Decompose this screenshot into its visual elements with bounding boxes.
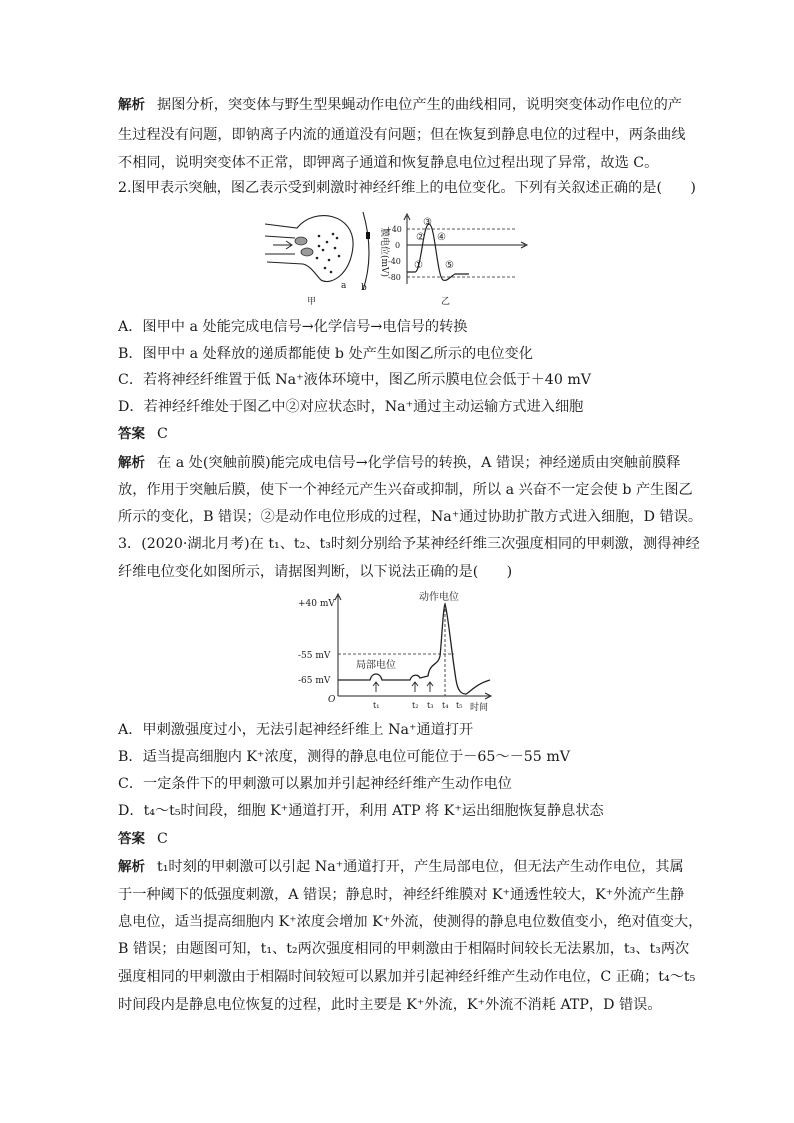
q3-option-d: D．t₄～t₅时间段，细胞 K⁺通道打开，利用 ATP 将 K⁺运出细胞恢复静息状态 xyxy=(118,803,604,819)
synapse-diagram xyxy=(265,212,370,307)
q2-option-a: A．图甲中 a 处能完成电信号→化学信号→电信号的转换 xyxy=(118,319,468,335)
marker-1: ① xyxy=(414,260,423,271)
marker-4: ④ xyxy=(437,232,446,243)
q1-analysis-line-1 xyxy=(118,95,682,115)
q2-option-b: B．图甲中 a 处释放的递质都能使 b 处产生如图乙所示的电位变化 xyxy=(118,346,533,362)
x-axis-label: 时间 xyxy=(470,703,489,713)
q2-analysis-line-2: 放，作用于突触后膜，使下一个神经元产生兴奋或抑制，所以 a 兴奋不一定会使 b 产生图乙 xyxy=(118,482,693,498)
tick-0: 0 xyxy=(395,241,401,250)
q3-analysis-label: 解析 xyxy=(118,859,145,875)
q3-analysis-line-2: 于一种阈下的低强度刺激，A 错误；静息时，神经纤维膜对 K⁺通透性较大，K⁺外流产生静 xyxy=(118,887,685,903)
label-a: a xyxy=(341,281,347,291)
q1-analysis-text-1: 据图分析，突变体与野生型果蝇动作电位产生的曲线相同，说明突变体动作电位的产 xyxy=(157,97,682,113)
q3-option-a: A．甲刺激强度过小，无法引起神经纤维上 Na⁺通道打开 xyxy=(118,722,474,738)
q2-option-d: D．若神经纤维处于图乙中②对应状态时，Na⁺通过主动运输方式进入细胞 xyxy=(118,399,584,415)
q3-figure xyxy=(294,588,499,714)
q2-stem: 2.图甲表示突触，图乙表示受到刺激时神经纤维上的电位变化。下列有关叙述正确的是( ) xyxy=(118,180,696,196)
q3-answer-line xyxy=(118,829,168,849)
tick-plus40: +40 xyxy=(385,225,402,234)
q1-analysis-line-2: 生过程没有问题，即钠离子内流的通道没有问题；但在恢复到静息电位的过程中，两条曲线 xyxy=(118,127,686,143)
marker-3: ③ xyxy=(423,217,432,228)
q3-option-c: C．一定条件下的甲刺激可以累加并引起神经纤维产生动作电位 xyxy=(118,776,512,792)
q2-option-c: C．若将神经纤维置于低 Na⁺液体环境中，图乙所示膜电位会低于＋40 mV xyxy=(118,372,592,388)
q1-analysis-label: 解析 xyxy=(118,97,145,113)
caption-jia: 甲 xyxy=(307,297,317,307)
q2-figure xyxy=(255,210,545,310)
tick-plus40mv: +40 mV xyxy=(298,599,335,609)
label-local-potential: 局部电位 xyxy=(356,660,396,671)
q3-analysis-line-3: 息电位，适当提高细胞内 K⁺浓度会增加 K⁺外流，使测得的静息电位数值变小，绝对值变大， xyxy=(118,914,703,930)
q3-answer: C xyxy=(157,831,168,847)
q2-analysis-line-3: 所示的变化，B 错误；②是动作电位形成的过程，Na⁺通过协助扩散方式进入细胞，D 错误。 xyxy=(118,509,703,525)
tick-minus40: -40 xyxy=(388,257,401,266)
q2-analysis-label: 解析 xyxy=(118,455,145,471)
tick-t2: t₂ xyxy=(412,701,419,710)
q3-analysis-line-5: 强度相同的甲刺激由于相隔时间较短可以累加并引起神经纤维产生动作电位，C 正确；t₄～t₅ xyxy=(118,969,696,985)
y-axis-label: 膜电位(mV) xyxy=(379,228,389,278)
tick-minus65mv: -65 mV xyxy=(298,676,331,686)
q2-answer: C xyxy=(157,426,168,442)
potential-graph xyxy=(379,214,527,307)
tick-t3: t₃ xyxy=(427,701,434,710)
q2-analysis-line-1 xyxy=(118,453,680,473)
q3-analysis-line-6: 时间段内是静息电位恢复的过程，此时主要是 K⁺外流，K⁺外流不消耗 ATP，D 错误。 xyxy=(118,997,662,1013)
q3-analysis-line-1 xyxy=(118,857,684,877)
origin-label: O xyxy=(328,695,336,705)
tick-t4: t₄ xyxy=(442,701,449,710)
label-b: b xyxy=(361,283,367,293)
q3-option-b: B．适当提高细胞内 K⁺浓度，测得的静息电位可能位于－65～－55 mV xyxy=(118,749,571,765)
q3-analysis-text-1: t₁时刻的甲刺激可以引起 Na⁺通道打开，产生局部电位，但无法产生动作电位，其属 xyxy=(157,859,684,875)
q2-answer-label: 答案 xyxy=(118,426,145,442)
caption-yi: 乙 xyxy=(441,297,451,307)
tick-t1: t₁ xyxy=(373,701,380,710)
q3-stem-line-1: 3．(2020·湖北月考)在 t₁、t₂、t₃时刻分别给予某神经纤维三次强度相同的甲刺激，测得神经 xyxy=(118,536,700,552)
q3-answer-label: 答案 xyxy=(118,831,145,847)
q2-analysis-text-1: 在 a 处(突触前膜)能完成电信号→化学信号的转换，A 错误；神经递质由突触前膜释 xyxy=(157,455,681,471)
tick-minus80: -80 xyxy=(388,273,401,282)
q3-stem-line-2: 纤维电位变化如图所示，请据图判断，以下说法正确的是( ) xyxy=(118,564,513,580)
label-action-potential: 动作电位 xyxy=(419,592,459,603)
tick-t5: t₅ xyxy=(456,701,463,710)
q1-analysis-line-3: 不相同，说明突变体不正常，即钾离子通道和恢复静息电位过程出现了异常，故选 C。 xyxy=(118,155,659,171)
marker-5: ⑤ xyxy=(445,260,454,271)
q2-answer-line xyxy=(118,424,168,444)
q3-analysis-line-4: B 错误；由题图可知，t₁、t₂两次强度相同的甲刺激由于相隔时间较长无法累加，t₃、t₃两次 xyxy=(118,941,690,957)
tick-minus55mv: -55 mV xyxy=(298,651,331,661)
marker-2: ② xyxy=(416,232,425,243)
